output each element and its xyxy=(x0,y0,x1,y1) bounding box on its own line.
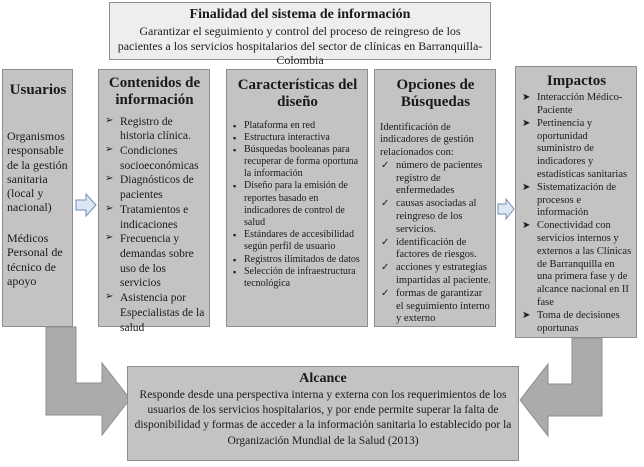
contenidos-item: ➢ Registro de historia clínica. xyxy=(104,115,205,144)
bent-arrow-left-icon xyxy=(44,327,132,437)
contenidos-item: ➢ Frecuencia y demandas sobre uso de los servicios xyxy=(104,232,205,291)
contenidos-list xyxy=(104,115,205,336)
usuarios-text-1: Organismos responsable de la gestión sanitaria (local y nacional) xyxy=(7,129,68,215)
caracteristicas-title: Características del diseño xyxy=(237,77,358,111)
impactos-item: ➤ Toma de decisiones oportunas xyxy=(521,310,632,336)
caracteristicas-item: ▪ Estándares de accesibilidad según perfil de usuario xyxy=(232,229,363,253)
impactos-box xyxy=(515,66,637,338)
caracteristicas-item: ▪ Registros ilimitados de datos xyxy=(232,254,363,266)
caracteristicas-item: ▪ Plataforma en red xyxy=(232,120,363,132)
finalidad-text: Garantizar el seguimiento y control del proceso de reingreso de los pacientes a los servicios hospitalarios del sector de clínicas en Barranquilla-Colombia xyxy=(117,24,483,68)
alcance-title: Alcance xyxy=(299,371,347,386)
impactos-item: ➤ Conectividad con servicios internos y externos a las Clínicas de Barranquilla en una primera fase y de alcance nacional en II fase xyxy=(521,220,632,310)
opciones-intro: Identificación de indicadores de gestión relacionados con: xyxy=(380,121,474,159)
opciones-item: ✓ identificación de factores de riesgos. xyxy=(380,237,491,263)
usuarios-title: Usuarios xyxy=(9,82,67,98)
caracteristicas-item: ▪ Estructura interactiva xyxy=(232,132,363,144)
caracteristicas-box xyxy=(226,69,368,327)
impactos-item: ➤ Pertinencia y oportunidad suministro de indicadores y estadísticas sanitarias xyxy=(521,118,632,182)
alcance-box xyxy=(127,366,519,461)
impactos-item: ➤ Sistematización de procesos e información xyxy=(521,182,632,220)
usuarios-text-2: Médicos Personal de técnico de apoyo xyxy=(7,231,63,288)
caracteristicas-list xyxy=(232,120,363,291)
opciones-title: Opciones de Búsquedas xyxy=(396,77,475,111)
contenidos-title: Contenidos de información xyxy=(108,75,201,109)
opciones-item: ✓ número de pacientes registro de enfermedades xyxy=(380,160,491,198)
finalidad-box xyxy=(109,2,491,68)
contenidos-item: ➢ Tratamientos e indicaciones xyxy=(104,203,205,232)
opciones-item: ✓ formas de garantizar el seguimiento interno y externo xyxy=(380,288,491,326)
contenidos-box xyxy=(98,69,210,334)
caracteristicas-item: ▪ Búsquedas booleanas para recuperar de forma oportuna la información xyxy=(232,144,363,181)
contenidos-item: ➢ Condiciones socioeconómicas xyxy=(104,144,205,173)
impactos-item: ➤ Interacción Médico-Paciente xyxy=(521,92,632,118)
arrow-right-icon xyxy=(497,198,515,220)
alcance-text: Responde desde una perspectiva interna y externa con los requerimientos de los usuarios de los servicios hospitalarios, y por ende permite superar la falta de disponibilidad y formas de acceder a la información sanitaria lo establecido por la Organización Mundial de la Salud (2013) xyxy=(134,389,512,447)
usuarios-box xyxy=(2,69,73,327)
opciones-list xyxy=(380,160,491,326)
impactos-list xyxy=(521,92,632,335)
opciones-item: ✓ causas asociadas al reingreso de los servicios. xyxy=(380,198,491,236)
caracteristicas-item: ▪ Selección de infraestructura tecnológica xyxy=(232,266,363,290)
opciones-box xyxy=(374,69,496,327)
bent-arrow-right-icon xyxy=(518,338,604,438)
arrow-right-icon xyxy=(75,193,97,217)
opciones-item: ✓ acciones y estrategias impartidas al paciente. xyxy=(380,262,491,288)
caracteristicas-item: ▪ Diseño para la emisión de reportes basado en indicadores de control de salud xyxy=(232,180,363,229)
contenidos-item: ➢ Diagnósticos de pacientes xyxy=(104,173,205,202)
contenidos-item: ➢ Asistencia por Especialistas de la salud xyxy=(104,291,205,335)
finalidad-title: Finalidad del sistema de información xyxy=(189,7,411,22)
impactos-title: Impactos xyxy=(546,73,607,89)
